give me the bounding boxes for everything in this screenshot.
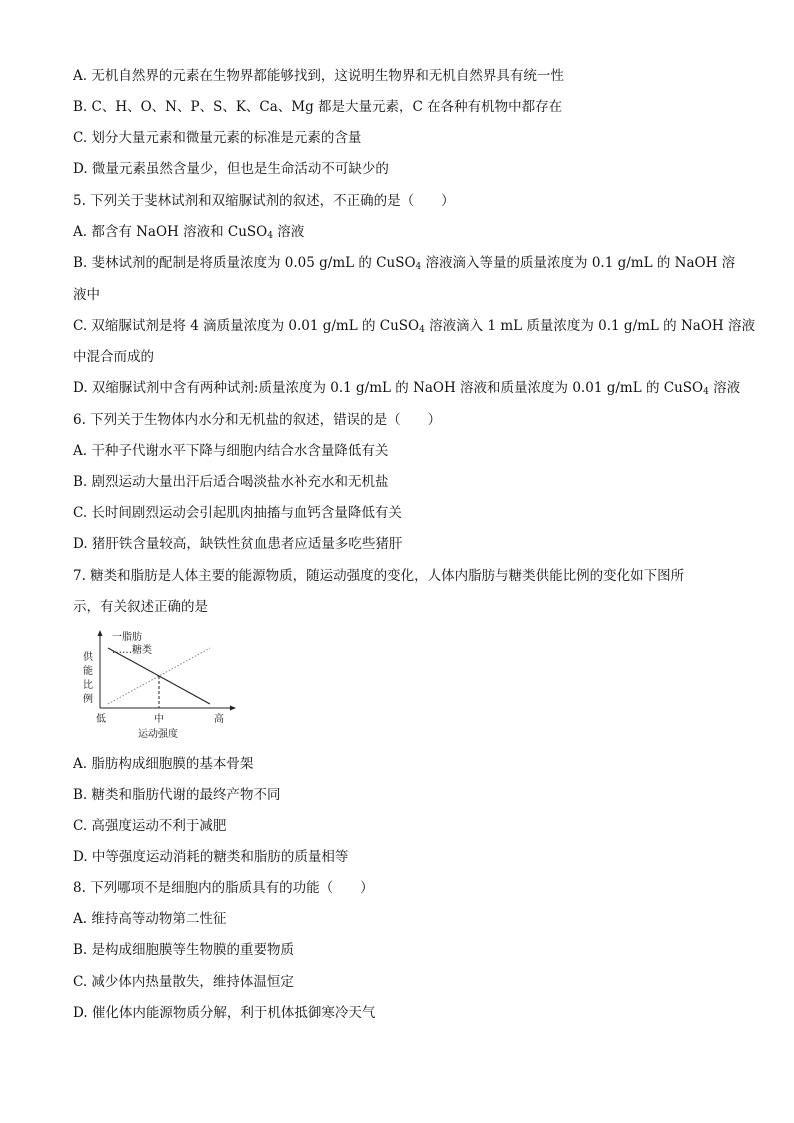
q8-stem: 8. 下列哪项不是细胞内的脂质具有的功能（ ）	[73, 880, 374, 896]
q8-option-a: A. 维持高等动物第二性征	[73, 911, 227, 927]
x-axis-arrow	[230, 706, 236, 711]
y-label-2: 能	[83, 666, 93, 677]
q5-option-c-cont: 中混合而成的	[73, 349, 154, 365]
x-label: 运动强度	[138, 729, 178, 740]
q6-option-b: B. 剧烈运动大量出汗后适合喝淡盐水补充水和无机盐	[73, 474, 389, 490]
x-tick-high: 高	[214, 714, 224, 725]
q5-option-c: C. 双缩脲试剂是将 4 滴质量浓度为 0.01 g/mL 的 CuSO$_4$ 溶液滴入 1 mL 质量浓度为 0.1 g/mL 的 NaOH 溶液	[73, 318, 755, 335]
y-label-3: 比	[83, 680, 93, 691]
x-tick-mid: 中	[154, 714, 164, 725]
q6-option-c: C. 长时间剧烈运动会引起肌肉抽搐与血钙含量降低有关	[73, 505, 402, 521]
legend-fat: 一脂肪	[112, 632, 142, 643]
q7-option-b: B. 糖类和脂肪代谢的最终产物不同	[73, 787, 281, 803]
q5-option-b-cont: 液中	[73, 287, 100, 303]
q7-option-c: C. 高强度运动不利于减肥	[73, 818, 227, 834]
q4-option-b: B. C、H、O、N、P、S、K、Ca、Mg 都是大量元素，C 在各种有机物中都存在	[73, 99, 563, 115]
y-label-4: 例	[83, 694, 93, 705]
q5-option-a: A. 都含有 NaOH 溶液和 CuSO$_4$ 溶液	[73, 224, 305, 241]
q5-stem: 5. 下列关于斐林试剂和双缩脲试剂的叙述，不正确的是（ ）	[73, 193, 455, 209]
q8-option-d: D. 催化体内能源物质分解，利于机体抵御寒冷天气	[73, 1005, 376, 1021]
q5-option-d: D. 双缩脲试剂中含有两种试剂:质量浓度为 0.1 g/mL 的 NaOH 溶液和质量浓度为 0.01 g/mL 的 CuSO$_4$ 溶液	[73, 380, 741, 397]
q4-option-c: C. 划分大量元素和微量元素的标准是元素的含量	[73, 130, 362, 146]
q7-stem-cont: 示，有关叙述正确的是	[73, 599, 208, 615]
q6-stem: 6. 下列关于生物体内水分和无机盐的叙述，错误的是（ ）	[73, 412, 442, 428]
q4-option-a: A. 无机自然界的元素在生物界都能够找到，这说明生物界和无机自然界具有统一性	[73, 68, 564, 84]
q6-option-d: D. 猪肝铁含量较高，缺铁性贫血患者应适量多吃些猪肝	[73, 536, 403, 552]
q8-option-c: C. 减少体内热量散失，维持体温恒定	[73, 974, 294, 990]
y-axis-arrow	[98, 630, 103, 636]
q7-option-a: A. 脂肪构成细胞膜的基本骨架	[73, 756, 254, 772]
x-tick-low: 低	[96, 714, 106, 725]
legend-sugar: ……糖类	[112, 645, 152, 656]
y-label-1: 供	[83, 652, 93, 663]
q7-option-d: D. 中等强度运动消耗的糖类和脂肪的质量相等	[73, 849, 349, 865]
q7-stem: 7. 糖类和脂肪是人体主要的能源物质，随运动强度的变化，人体内脂肪与糖类供能比例的变化如下图所	[73, 568, 685, 584]
q5-option-b: B. 斐林试剂的配制是将质量浓度为 0.05 g/mL 的 CuSO$_4$ 溶液滴入等量的质量浓度为 0.1 g/mL 的 NaOH 溶	[73, 255, 736, 272]
q6-option-a: A. 干种子代谢水平下降与细胞内结合水含量降低有关	[73, 443, 389, 459]
q4-option-d: D. 微量元素虽然含量少，但也是生命活动不可缺少的	[73, 161, 389, 177]
q8-option-b: B. 是构成细胞膜等生物膜的重要物质	[73, 942, 295, 958]
energy-ratio-figure	[76, 628, 246, 746]
